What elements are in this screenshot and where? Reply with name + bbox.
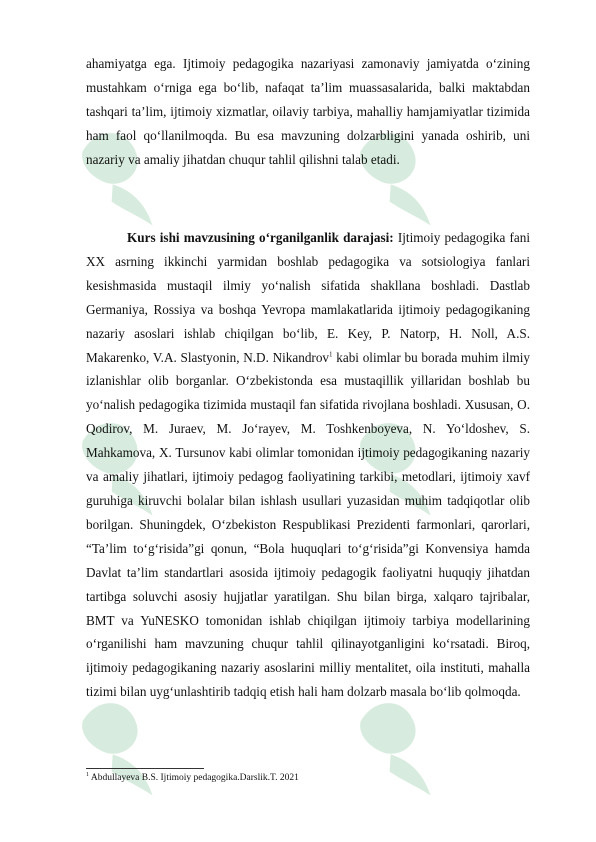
paragraph-text-part-a: Ijtimoiy pedagogika fani XX asrning ikkinchi yarmidan boshlab pedagogika va sotsiologiya fanlari kesishmasida mustaqil ilmiy yo‘nalish sifatida shakllana boshladi. Dastlab Germaniya, Rossiya va boshqa Yevropa mamlakatlarida ijtimoiy pedagogikaning nazariy asoslari ishlab chiqilgan bo‘lib, E. Key, P. Natorp, H. Noll, A.S. Makarenko, V.A. Slastyonin, N.D. Nikandrov bbox=[86, 230, 531, 365]
footnote bbox=[86, 772, 530, 784]
paragraph-text-part-b: kabi olimlar bu borada muhim ilmiy izlanishlar olib borganlar. O‘zbekistonda esa mustaqillik yillaridan boshlab bu yo‘nalish pedagogika tizimida mustaqil fan sifatida rivojlana boshladi. Xususan, O. Qodirov, M. Juraev, M. Jo‘rayev, M. Toshkenboyeva, N. Yo‘ldoshev, S. Mahkamova, X. Tursunov kabi olimlar tomonidan ijtimoiy pedagogikaning nazariy va amaliy jihatlari, ijtimoiy pedagog faoliyatining tarkibi, metodlari, ijtimoiy xavf guruhiga kiruvchi bolalar bilan ishlash usullari yuzasidan muhim tadqiqotlar olib borilgan. Shuningdek, O‘zbekiston Respublikasi Prezidenti farmonlari, qarorlari, “Ta’lim to‘g‘risida”gi qonun, “Bola huquqlari to‘g‘risida”gi Konvensiya hamda Davlat ta’lim standartlari asosida ijtimoiy pedagogik faoliyatni huquqiy jihatdan tartibga soluvchi asosiy hujjatlar yaratilgan. Shu bilan birga, xalqaro tajribalar, BMT va YuNESKO tomonidan ishlab chiqilgan ijtimoiy tarbiya modellarining o‘rganilishi ham mavzuning chuqur tahlil qilinayotganligini ko‘rsatadi. Biroq, ijtimoiy pedagogikaning nazariy asoslarini milliy mentalitet, oila instituti, mahalla tizimi bilan uyg‘unlashtirib tadqiq etish hali ham dolzarb masala bo‘lib qolmoqda. bbox=[86, 349, 530, 700]
footnote-number: 1 bbox=[86, 771, 89, 778]
body-paragraph-research-level bbox=[86, 226, 530, 704]
body-paragraph-intro: ahamiyatga ega. Ijtimoiy pedagogika nazariyasi zamonaviy jamiyatda o‘zining mustahkam o‘rniga ega bo‘lib, nafaqat ta’lim muassasalarida, balki maktabdan tashqari ta’lim, ijtimoiy xizmatlar, oilaviy tarbiya, mahalliy hamjamiyatlar tizimida ham faol qo‘llanilmoqda. Bu esa mavzuning dolzarbligini yanada oshirib, uni nazariy va amaliy jihatdan chuqur tahlil qilishni talab etadi. bbox=[86, 56, 530, 167]
footnote-text: Abdullayeva B.S. Ijtimoiy pedagogika.Darslik.T. 2021 bbox=[89, 773, 299, 783]
footnote-reference[interactable]: 1 bbox=[329, 350, 333, 359]
section-heading: Kurs ishi mavzusining o‘rganilganlik darajasi: bbox=[127, 230, 394, 245]
footnote-divider bbox=[86, 768, 204, 769]
